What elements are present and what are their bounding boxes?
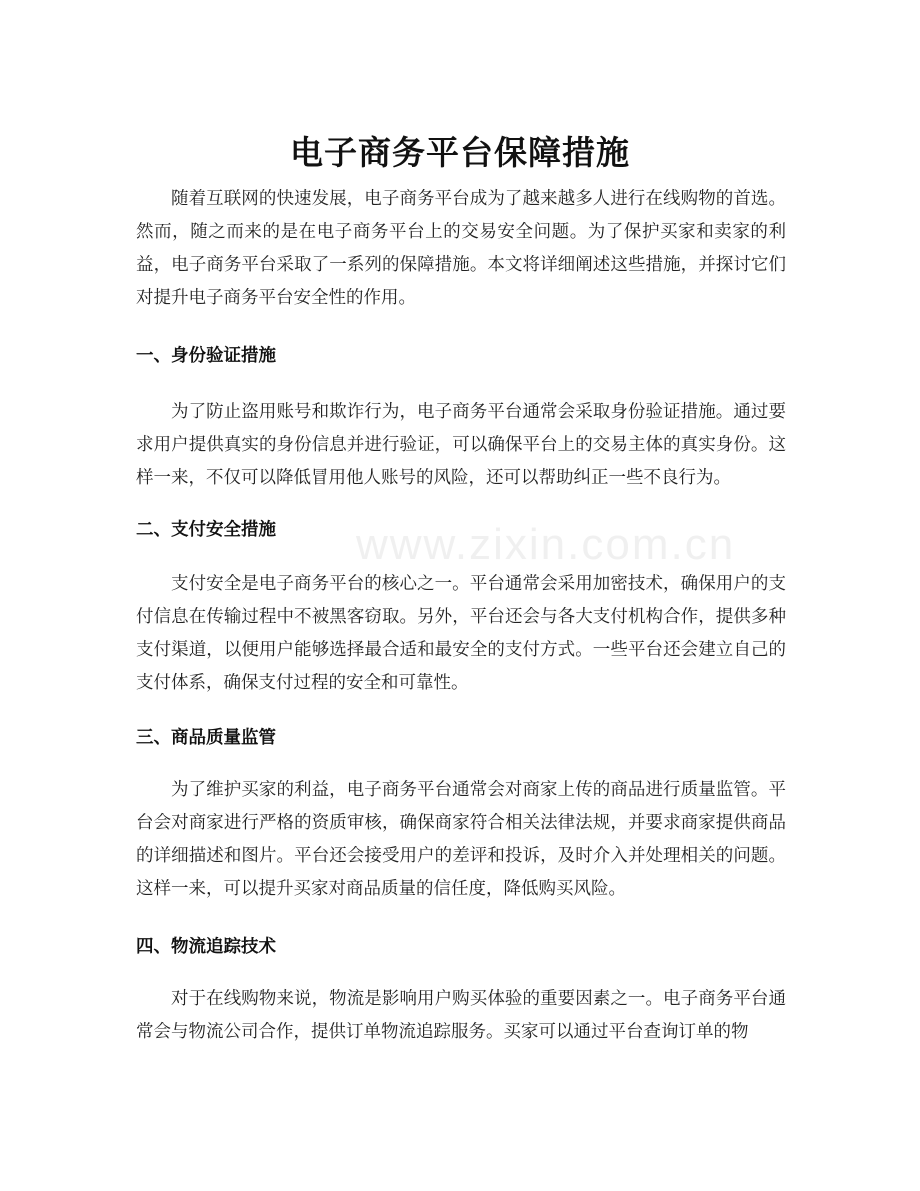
section-body-quality: 为了维护买家的利益，电子商务平台通常会对商家上传的商品进行质量监管。平台会对商家进行严格的资质审核，确保商家符合相关法律法规，并要求商家提供商品的详细描述和图片。平台还会接受用户的差评和投诉，及时介入并处理相关的问题。这样一来，可以提升买家对商品质量的信任度，降低购买风险。 — [136, 780, 786, 899]
watermark: www.zixin.com.cn — [356, 520, 736, 569]
section-body-identity: 为了防止盗用账号和欺诈行为，电子商务平台通常会采取身份验证措施。通过要求用户提供真实的身份信息并进行验证，可以确保平台上的交易主体的真实身份。这样一来，不仅可以降低冒用他人账号的风险，还可以帮助纠正一些不良行为。 — [136, 402, 786, 488]
document-title: 电子商务平台保障措施 — [290, 133, 630, 173]
section-body-logistics: 对于在线购物来说，物流是影响用户购买体验的重要因素之一。电子商务平台通常会与物流公司合作，提供订单物流追踪服务。买家可以通过平台查询订单的物 — [136, 989, 786, 1042]
section-heading-payment: 二、支付安全措施 — [136, 520, 276, 540]
section-heading-logistics: 四、物流追踪技术 — [136, 937, 276, 957]
section-body-payment: 支付安全是电子商务平台的核心之一。平台通常会采用加密技术，确保用户的支付信息在传输过程中不被黑客窃取。另外，平台还会与各大支付机构合作，提供多种支付渠道，以便用户能够选择最合适和最安全的支付方式。一些平台还会建立自己的支付体系，确保支付过程的安全和可靠性。 — [136, 574, 786, 693]
section-heading-quality: 三、商品质量监管 — [136, 728, 276, 748]
section-heading-identity: 一、身份验证措施 — [136, 346, 276, 366]
intro-paragraph: 随着互联网的快速发展，电子商务平台成为了越来越多人进行在线购物的首选。然而，随之而来的是在电子商务平台上的交易安全问题。为了保护买家和卖家的利益，电子商务平台采取了一系列的保障措施。本文将详细阐述这些措施，并探讨它们对提升电子商务平台安全性的作用。 — [136, 189, 786, 308]
